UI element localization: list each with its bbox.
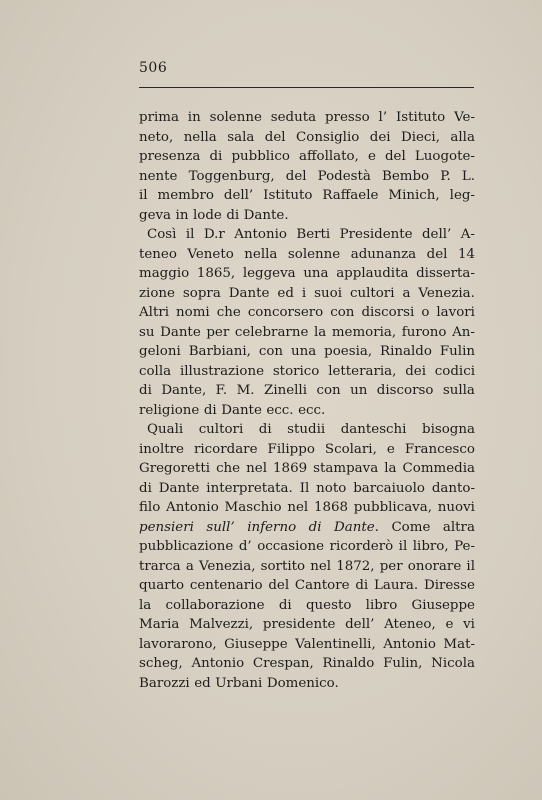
text-line: presenza di pubblico affollato, e del Luogote- [139, 149, 475, 164]
text-line: il membro dell’ Istituto Raffaele Minich, leg- [139, 188, 475, 203]
text-line: geva in lode di Dante. [139, 207, 289, 223]
text-line: maggio 1865, leggeva una applaudita disserta- [139, 266, 475, 281]
text-line: pensieri sull’ inferno di Dante. Come altra [139, 519, 475, 535]
text-line: di Dante, F. M. Zinelli con un discorso sulla [139, 383, 475, 398]
text-line: filo Antonio Maschio nel 1868 pubblicava, nuovi [139, 500, 475, 515]
header-rule [139, 87, 474, 88]
text-line: trarca a Venezia, sortito nel 1872, per onorare il [139, 558, 475, 574]
text-line: su Dante per celebrarne la memoria, furono An- [139, 324, 475, 340]
page-number: 506 [139, 60, 168, 76]
text-line: geloni Barbiani, con una poesia, Rinaldo Fulin [139, 344, 475, 359]
text-line: Così il D.r Antonio Berti Presidente dell’ A- [147, 227, 475, 242]
text-line: Quali cultori di studii danteschi bisogna [147, 422, 475, 437]
text-line: neto, nella sala del Consiglio dei Dieci, alla [139, 129, 475, 145]
text-line: nente Toggenburg, del Podestà Bembo P. L. [139, 168, 475, 184]
body-text [139, 108, 475, 693]
text-line: di Dante interpretata. Il noto barcaiuolo danto- [139, 480, 475, 496]
text-line: pubblicazione d’ occasione ricorderò il libro, Pe- [139, 539, 475, 554]
text-line: Altri nomi che concorsero con discorsi o lavori [139, 305, 475, 320]
text-line: quarto centenario del Cantore di Laura. Diresse [139, 578, 475, 593]
text-line: la collaborazione di questo libro Giuseppe [139, 597, 475, 613]
text-line: inoltre ricordare Filippo Scolari, e Francesco [139, 441, 475, 457]
text-line: lavorarono, Giuseppe Valentinelli, Antonio Mat- [139, 636, 475, 652]
text-line: religione di Dante ecc. ecc. [139, 402, 326, 418]
text-line: colla illustrazione storico letteraria, dei codici [139, 363, 475, 379]
text-line: prima in solenne seduta presso l’ Istituto Ve- [139, 110, 475, 125]
text-line: scheg, Antonio Crespan, Rinaldo Fulin, Nicola [139, 656, 475, 671]
text-line: Maria Malvezzi, presidente dell’ Ateneo, e vi [139, 617, 475, 632]
text-line: zione sopra Dante ed i suoi cultori a Venezia. [139, 285, 475, 301]
text-line: teneo Veneto nella solenne adunanza del 14 [139, 246, 475, 262]
text-line: Barozzi ed Urbani Domenico. [139, 675, 339, 691]
text-line: Gregoretti che nel 1869 stampava la Commedia [139, 461, 475, 476]
